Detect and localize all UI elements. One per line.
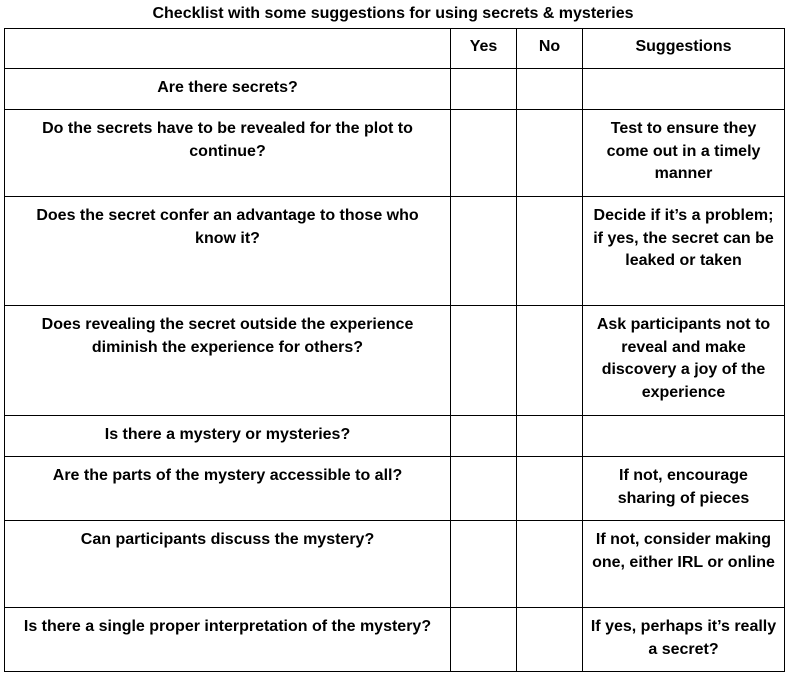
table-row [5,69,785,110]
table-header-row [5,29,785,69]
no-cell[interactable] [517,110,583,197]
question-cell: Does revealing the secret outside the experience diminish the experience for others? [5,306,451,416]
suggestion-cell: If not, consider making one, either IRL or online [583,521,785,608]
header-question [5,29,451,69]
question-cell: Does the secret confer an advantage to those who know it? [5,197,451,306]
yes-cell[interactable] [451,306,517,416]
table-row [5,306,785,416]
suggestion-cell: Ask participants not to reveal and make discovery a joy of the experience [583,306,785,416]
table-row [5,457,785,521]
no-cell[interactable] [517,608,583,672]
yes-cell[interactable] [451,69,517,110]
header-yes: Yes [451,29,517,69]
yes-cell[interactable] [451,457,517,521]
no-cell[interactable] [517,306,583,416]
question-cell: Is there a single proper interpretation of the mystery? [5,608,451,672]
table-row [5,608,785,672]
yes-cell[interactable] [451,197,517,306]
yes-cell[interactable] [451,416,517,457]
no-cell[interactable] [517,197,583,306]
checklist-table [4,28,785,672]
no-cell[interactable] [517,457,583,521]
document-title: Checklist with some suggestions for using secrets & mysteries [152,5,634,22]
question-cell: Is there a mystery or mysteries? [5,416,451,457]
suggestion-cell [583,416,785,457]
question-cell: Are there secrets? [5,69,451,110]
suggestion-cell [583,69,785,110]
suggestion-cell: Decide if it’s a problem; if yes, the secret can be leaked or taken [583,197,785,306]
no-cell[interactable] [517,416,583,457]
table-row [5,521,785,608]
yes-cell[interactable] [451,608,517,672]
suggestion-cell: Test to ensure they come out in a timely manner [583,110,785,197]
table-row [5,197,785,306]
header-suggestions: Suggestions [583,29,785,69]
table-row [5,110,785,197]
no-cell[interactable] [517,521,583,608]
no-cell[interactable] [517,69,583,110]
yes-cell[interactable] [451,110,517,197]
table-row [5,416,785,457]
suggestion-cell: If yes, perhaps it’s really a secret? [583,608,785,672]
suggestion-cell: If not, encourage sharing of pieces [583,457,785,521]
question-cell: Can participants discuss the mystery? [5,521,451,608]
header-no: No [517,29,583,69]
question-cell: Do the secrets have to be revealed for the plot to continue? [5,110,451,197]
yes-cell[interactable] [451,521,517,608]
question-cell: Are the parts of the mystery accessible to all? [5,457,451,521]
